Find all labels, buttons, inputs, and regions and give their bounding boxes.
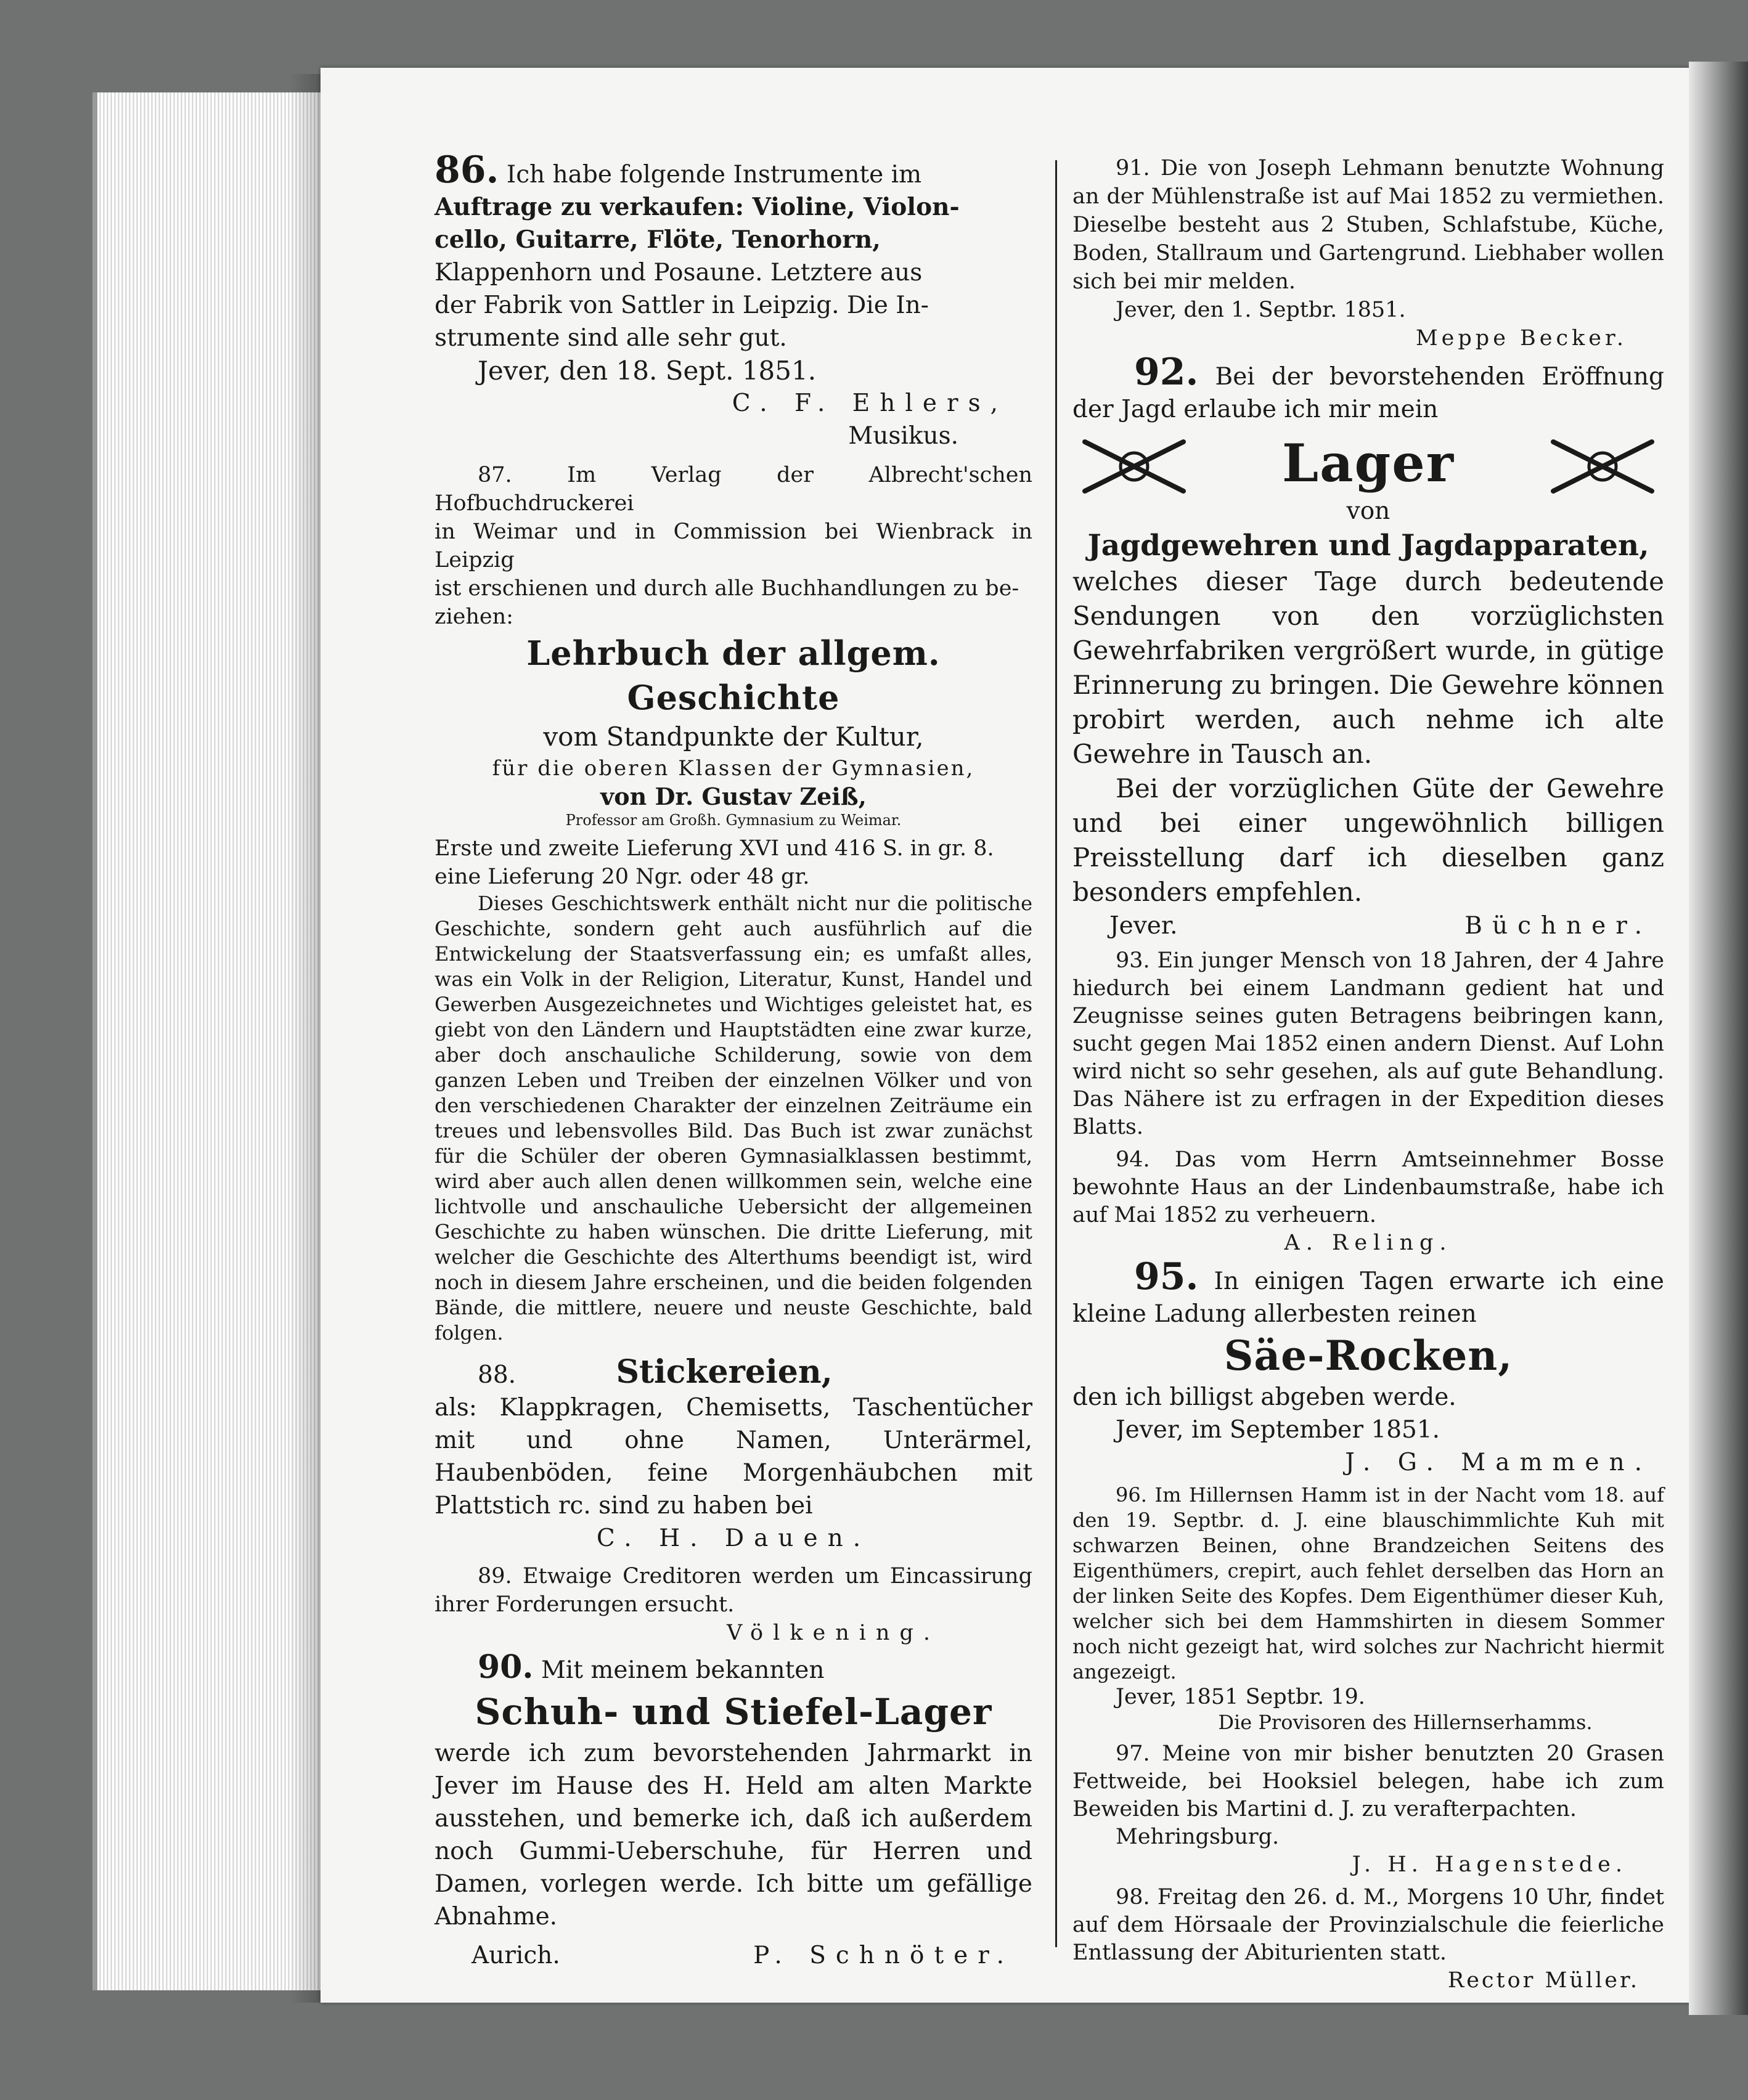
ad-text: in Weimar und in Commission bei Wienbrack in Leipzig (435, 519, 1032, 572)
ad-text: In einigen Tagen erwarte ich eine kleine Ladung allerbesten reinen (1072, 1268, 1664, 1328)
ad-signature: J. G. Mammen. (1345, 1449, 1652, 1476)
ad-90 (435, 1648, 1032, 1972)
ad-signature: P. Schnöter. (753, 1942, 1014, 1969)
ad-text: Klappenhorn und Posaune. Letztere aus (435, 259, 923, 287)
book-subtitle: vom Standpunkte der Kultur, (543, 722, 924, 752)
ad-87 (435, 461, 1032, 1346)
ad-signature: Die Provisoren des Hillernserhamms. (1218, 1711, 1593, 1734)
ad-text: von (1346, 497, 1391, 525)
book-subtitle: für die oberen Klassen der Gymnasien, (492, 756, 975, 781)
ad-number: 92. (1134, 351, 1199, 394)
ad-number: 88. (478, 1361, 517, 1389)
ad-96 (1072, 1483, 1664, 1735)
ad-95 (1072, 1255, 1664, 1479)
ad-title: Säe-Rocken, (1223, 1332, 1513, 1380)
ad-98 (1072, 1884, 1664, 1995)
book-title: Lehrbuch der allgem. Geschichte (526, 633, 941, 717)
ad-signature: Büchner. (1464, 912, 1652, 940)
ad-text: strumente sind alle sehr gut. (435, 324, 787, 352)
ad-body: als: Klappkragen, Chemisetts, Taschentücher mit und ohne Namen, Unterärmel, Haubenböden, feine Morgenhäubchen mit Plattstich rc. sind zu haben bei (435, 1394, 1032, 1520)
ad-date: Jever, 1851 Septbr. 19. (1116, 1685, 1365, 1709)
ad-body: 89. Etwaige Creditoren werden um Eincassirung ihrer Forderungen ersucht. (435, 1564, 1032, 1617)
ad-signature: Meppe Becker. (1415, 326, 1627, 351)
ad-body: welches dieser Tage durch bedeutende Sendungen von den vorzüglichsten Gewehrfabriken vergrößert wurde, in gütige Erinnerung zu bringen. Die Gewehre können probirt werden, auch nehme ich alte Gewehre in Tausch an. (1072, 566, 1664, 769)
ad-number: 95. (1134, 1255, 1199, 1298)
ad-86 (435, 149, 1032, 452)
ad-signature: A. Reling. (1284, 1231, 1453, 1255)
crossed-rifles-icon (1072, 429, 1196, 497)
ad-text: der Fabrik von Sattler in Leipzig. Die In- (435, 291, 929, 319)
ad-text: ist erschienen und durch alle Buchhandlungen zu be- (435, 576, 1019, 601)
ad-88 (435, 1353, 1032, 1555)
ad-text: ziehen: (435, 604, 513, 629)
ad-title: Lager (1282, 433, 1455, 494)
ad-body: 94. Das vom Herrn Amtseinnehmer Bosse bewohnte Haus an der Lindenbaumstraße, habe ich auf Mai 1852 zu verheuern. (1072, 1147, 1664, 1227)
column-divider (1055, 160, 1057, 1947)
ad-body: Bei der vorzüglichen Güte der Gewehre und bei einer ungewöhnlich billigen Preisstellung darf ich dieselben ganz besonders empfehlen. (1072, 773, 1664, 907)
ad-signature-role: Musikus. (848, 422, 958, 450)
ad-subtitle: Jagdgewehren und Jagdapparaten, (1087, 529, 1649, 563)
ad-body: Dieses Geschichtswerk enthält nicht nur die politische Geschichte, sondern geht auch ausführlich auf die Entwickelung der Staatsverfassung ein; es umfaßt alles, was ein Volk in der Religion, Literatur, Kunst, Handel und Gewerben Ausgezeichnetes und Wichtiges geleistet hat, es giebt von den Ländern und Hauptstädten eine zwar kurze, aber doch anschauliche Schilderung, sowie von dem ganzen Leben und Treiben der einzelnen Völker und von den verschiedenen Charakter der einzelnen Zeiträume ein treues und lebensvolles Bild. Das Buch ist zwar zunächst für die Schüler der oberen Gymnasialklassen bestimmt, wird aber auch allen denen willkommen sein, welche eine lichtvolle und anschauliche Uebersicht der allgemeinen Geschichte zu haben wünschen. Die dritte Lieferung, mit welcher die Geschichte des Alterthums beendigt ist, wird noch in diesem Jahre erscheinen, und die beiden folgenden Bände, die mittlere, neuere und neuste Geschichte, bald folgen. (435, 892, 1032, 1345)
right-column (1072, 154, 1664, 1998)
ad-text: Mit meinem bekannten (541, 1656, 825, 1684)
ad-body: 91. Die von Joseph Lehmann benutzte Wohnung an der Mühlenstraße ist auf Mai 1852 zu vermiethen. Dieselbe besteht aus 2 Stuben, Schlafstube, Küche, Boden, Stallraum und Gartengrund. Liebhaber wollen sich bei mir melden. (1072, 156, 1664, 294)
ad-94 (1072, 1146, 1664, 1257)
lager-heading-row (1072, 429, 1664, 497)
ad-title: Schuh- und Stiefel-Lager (475, 1691, 992, 1733)
ad-body: werde ich zum bevorstehenden Jahrmarkt in Jever im Hause des H. Held am alten Markte ausstehen, und bemerke ich, daß ich außerdem noch Gummi-Ueberschuhe, für Herren und Damen, vorlegen werde. Ich bitte um gefällige Abnahme. (435, 1740, 1032, 1931)
left-column (435, 149, 1032, 1976)
ad-97 (1072, 1740, 1664, 1879)
book-edition: eine Lieferung 20 Ngr. oder 48 gr. (435, 865, 810, 889)
ad-body: 97. Meine von mir bisher benutzten 20 Grasen Fettweide, bei Hooksiel belegen, habe ich zum Beweiden bis Martini d. J. zu verafterpachten. (1072, 1741, 1664, 1821)
book-author-role: Professor am Großh. Gymnasium zu Weimar. (565, 812, 902, 829)
ad-number: 86. (435, 149, 499, 192)
ad-place: Jever. (1109, 912, 1178, 940)
crossed-rifles-icon (1541, 429, 1664, 497)
ad-signature: C. F. Ehlers, (732, 389, 1008, 417)
ad-text: Auftrage zu verkaufen: Violine, Violon- (435, 193, 960, 221)
ad-signature: Rector Müller. (1447, 1968, 1640, 1993)
book-author: von Dr. Gustav Zeiß, (600, 783, 867, 810)
ad-92 (1072, 351, 1664, 942)
ad-89 (435, 1562, 1032, 1647)
ad-text: Ich habe folgende Instrumente im (506, 161, 922, 189)
ad-body: 93. Ein junger Mensch von 18 Jahren, der 4 Jahre hiedurch bei einem Landmann gedient hat und Zeugnisse seines guten Betragens beibringen kann, sucht gegen Mai 1852 einen andern Dienst. Auf Lohn wird nicht so sehr gesehen, als auf gute Behandlung. Das Nähere ist zu erfragen in der Expedition dieses Blatts. (1072, 948, 1664, 1139)
ad-93 (1072, 947, 1664, 1141)
book-edition: Erste und zweite Lieferung XVI und 416 S. in gr. 8. (435, 836, 994, 861)
ad-body: 98. Freitag den 26. d. M., Morgens 10 Uhr, findet auf dem Hörsaale der Provinzialschule die feierliche Entlassung der Abiturienten statt. (1072, 1885, 1664, 1965)
ad-text: cello, Guitarre, Flöte, Tenorhorn, (435, 226, 881, 254)
ad-body: den ich billigst abgeben werde. (1072, 1383, 1456, 1411)
ad-number: 90. (478, 1648, 534, 1686)
ad-date: Jever, im September 1851. (1116, 1416, 1440, 1444)
ad-date: Jever, den 1. Septbr. 1851. (1116, 298, 1406, 322)
ad-signature: J. H. Hagenstede. (1352, 1852, 1627, 1877)
ad-date: Jever, den 18. Sept. 1851. (478, 356, 817, 386)
ad-signature: C. H. Dauen. (596, 1524, 871, 1552)
ad-place: Aurich. (472, 1942, 560, 1969)
ad-place: Mehringsburg. (1116, 1825, 1280, 1849)
ad-text: Bei der bevorstehenden Eröffnung der Jagd erlaube ich mir mein (1072, 363, 1664, 423)
ad-body: 96. Im Hillernsen Hamm ist in der Nacht vom 18. auf den 19. Septbr. d. J. eine blauschimmlichte Kuh mit schwarzen Beinen, ohne Brandzeichen Seitens des Eigenthümers, crepirt, auch fehlet derselben das Horn an der linken Seite des Kopfes. Dem Eigenthümer dieser Kuh, welcher sich bei dem Hammshirten in diesem Sommer noch nicht gezeigt hat, wird solches zur Nachricht hiermit angezeigt. (1072, 1483, 1664, 1683)
page-gutter-shadow (1689, 62, 1748, 2015)
ad-signature: Völkening. (726, 1621, 940, 1645)
ad-text: 87. Im Verlag der Albrecht'schen Hofbuchdruckerei (435, 463, 1032, 516)
ad-91 (1072, 154, 1664, 352)
ad-title: Stickereien, (616, 1353, 833, 1391)
